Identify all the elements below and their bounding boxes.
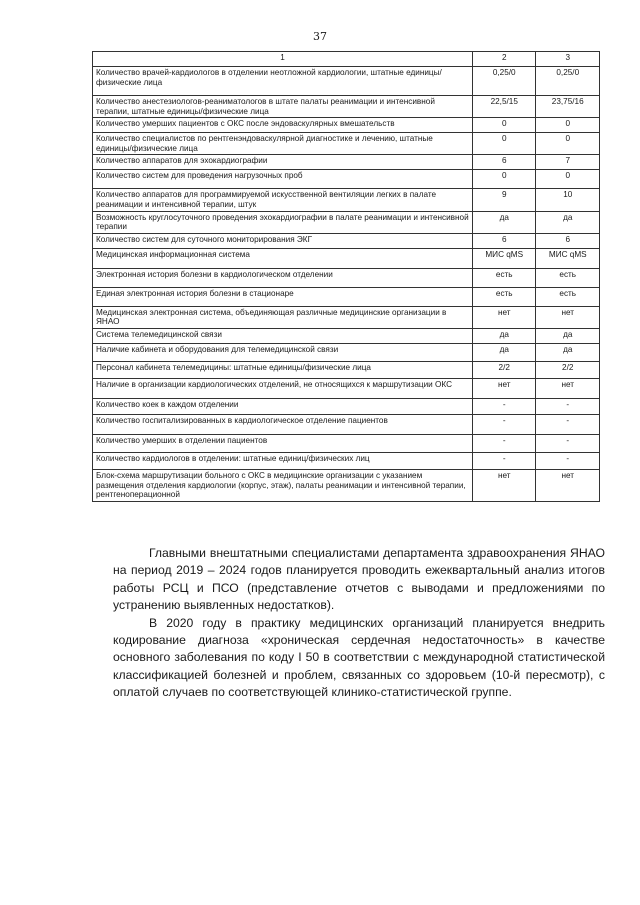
table-header-row: [93, 52, 600, 67]
value-cell-2: 9: [472, 189, 536, 211]
value-cell-2: да: [472, 328, 536, 343]
table-row: [93, 133, 600, 155]
value-cell-2: нет: [472, 378, 536, 398]
value-cell-2: есть: [472, 287, 536, 306]
row-label-cell: Количество коек в каждом отделении: [93, 398, 473, 414]
row-label-cell: Возможность круглосуточного проведения эхокардиографии в палате реанимации и интенсивной терапии: [93, 211, 473, 233]
row-label-cell: Количество врачей-кардиологов в отделении неотложной кардиологии, штатные единицы/физические лица: [93, 67, 473, 96]
value-cell-2: 0,25/0: [472, 67, 536, 96]
table-row: [93, 118, 600, 133]
value-cell-2: да: [472, 211, 536, 233]
row-label-cell: Медицинская информационная система: [93, 248, 473, 268]
value-cell-3: -: [536, 434, 600, 452]
row-label-cell: Количество аппаратов для программируемой искусственной вентиляции легких в палате реанимации и интенсивной терапии, штук: [93, 189, 473, 211]
value-cell-3: да: [536, 328, 600, 343]
value-cell-3: есть: [536, 287, 600, 306]
table-row: [93, 398, 600, 414]
row-label-cell: Количество умерших пациентов с ОКС после эндоваскулярных вмешательств: [93, 118, 473, 133]
row-label-cell: Наличие в организации кардиологических отделений, не относящихся к маршрутизации ОКС: [93, 378, 473, 398]
row-label-cell: Электронная история болезни в кардиологическом отделении: [93, 268, 473, 287]
value-cell-3: 0: [536, 118, 600, 133]
value-cell-3: 2/2: [536, 361, 600, 378]
value-cell-3: 6: [536, 233, 600, 248]
row-label-cell: Единая электронная история болезни в стационаре: [93, 287, 473, 306]
value-cell-3: -: [536, 398, 600, 414]
value-cell-2: да: [472, 343, 536, 361]
value-cell-3: 0,25/0: [536, 67, 600, 96]
value-cell-3: есть: [536, 268, 600, 287]
row-label-cell: Система телемедицинской связи: [93, 328, 473, 343]
page-number: 37: [313, 30, 327, 43]
value-cell-3: да: [536, 343, 600, 361]
row-label-cell: Наличие кабинета и оборудования для телемедицинской связи: [93, 343, 473, 361]
table-row: [93, 170, 600, 189]
table-row: [93, 306, 600, 328]
value-cell-2: -: [472, 414, 536, 434]
value-cell-3: 23,75/16: [536, 96, 600, 118]
table-row: [93, 248, 600, 268]
indicators-table: [92, 51, 600, 502]
row-label-cell: Блок-схема маршрутизации больного с ОКС в медицинские организации с указанием размещения отделения кардиологии (корпус, этаж), палаты реанимации и интенсивной терапии, рентгеноперационной: [93, 469, 473, 501]
table-row: [93, 189, 600, 211]
row-label-cell: Количество специалистов по рентгенэндоваскулярной диагностике и лечению, штатные единицы/физические лица: [93, 133, 473, 155]
value-cell-2: 22,5/15: [472, 96, 536, 118]
table-row: [93, 452, 600, 469]
value-cell-3: 0: [536, 133, 600, 155]
row-label-cell: Количество систем для суточного мониторирования ЭКГ: [93, 233, 473, 248]
paragraph: В 2020 году в практику медицинских организаций планируется внедрить кодирование диагноза «хроническая сердечная недостаточность» в качестве основного заболевания по коду I 50 в соответствии с международной статистической классификацией болезней и проблем, связанных со здоровьем (10-й пересмотр), с оплатой случаев по соответствующей клинико-статистической группе.: [113, 615, 605, 700]
header-cell-1: 1: [93, 52, 473, 67]
value-cell-2: 0: [472, 118, 536, 133]
value-cell-3: нет: [536, 469, 600, 501]
paragraph: Главными внештатными специалистами департамента здравоохранения ЯНАО на период 2019 – 2024 годов планируется проводить ежеквартальный анализ итогов работы РСЦ и ПСО (представление отчетов с выводами и предложениями по устранению выявленных недостатков).: [113, 546, 605, 613]
value-cell-3: -: [536, 414, 600, 434]
value-cell-2: 6: [472, 155, 536, 170]
table-row: [93, 361, 600, 378]
value-cell-3: МИС qMS: [536, 248, 600, 268]
row-label-cell: Количество умерших в отделении пациентов: [93, 434, 473, 452]
value-cell-2: есть: [472, 268, 536, 287]
table-row: [93, 328, 600, 343]
table-row: [93, 268, 600, 287]
row-label-cell: Персонал кабинета телемедицины: штатные единицы/физические лица: [93, 361, 473, 378]
value-cell-2: МИС qMS: [472, 248, 536, 268]
table-row: [93, 96, 600, 118]
table-row: [93, 434, 600, 452]
table-row: [93, 67, 600, 96]
value-cell-2: -: [472, 434, 536, 452]
value-cell-3: да: [536, 211, 600, 233]
value-cell-3: 0: [536, 170, 600, 189]
header-cell-3: 3: [536, 52, 600, 67]
table-row: [93, 155, 600, 170]
table-row: [93, 378, 600, 398]
table-row: [93, 233, 600, 248]
row-label-cell: Количество госпитализированных в кардиологическое отделение пациентов: [93, 414, 473, 434]
value-cell-2: -: [472, 398, 536, 414]
value-cell-3: нет: [536, 378, 600, 398]
table-row: [93, 343, 600, 361]
value-cell-3: нет: [536, 306, 600, 328]
value-cell-2: нет: [472, 469, 536, 501]
row-label-cell: Количество аппаратов для эхокардиографии: [93, 155, 473, 170]
value-cell-2: 6: [472, 233, 536, 248]
table-row: [93, 211, 600, 233]
table-row: [93, 287, 600, 306]
value-cell-2: 0: [472, 170, 536, 189]
body-text: [113, 545, 605, 702]
value-cell-2: -: [472, 452, 536, 469]
value-cell-2: 0: [472, 133, 536, 155]
value-cell-3: -: [536, 452, 600, 469]
header-cell-2: 2: [472, 52, 536, 67]
value-cell-3: 7: [536, 155, 600, 170]
value-cell-2: 2/2: [472, 361, 536, 378]
value-cell-3: 10: [536, 189, 600, 211]
row-label-cell: Количество кардиологов в отделении: штатные единиц/физических лиц: [93, 452, 473, 469]
value-cell-2: нет: [472, 306, 536, 328]
row-label-cell: Количество систем для проведения нагрузочных проб: [93, 170, 473, 189]
table-row: [93, 469, 600, 501]
row-label-cell: Медицинская электронная система, объединяющая различные медицинские организации в ЯНАО: [93, 306, 473, 328]
row-label-cell: Количество анестезиологов-реаниматологов в штате палаты реанимации и интенсивной терапии, штатные единицы/физические лица: [93, 96, 473, 118]
table-row: [93, 414, 600, 434]
